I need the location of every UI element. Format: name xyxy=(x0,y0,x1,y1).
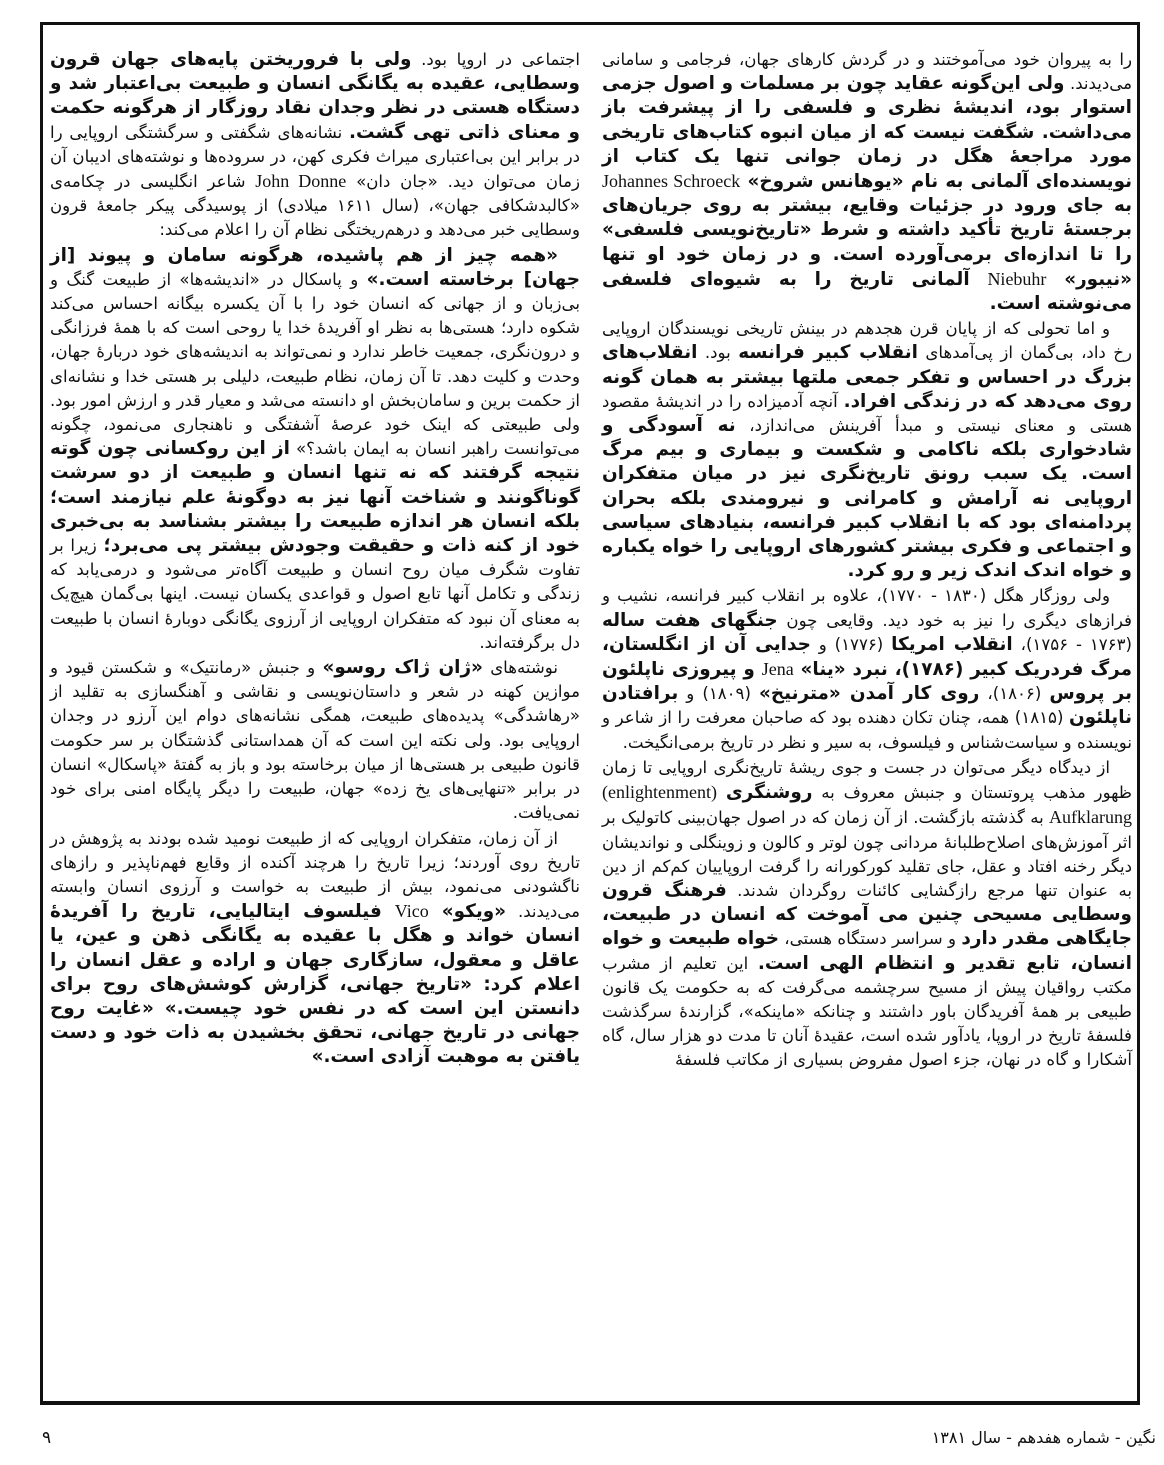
article-columns xyxy=(44,48,1134,1378)
paragraph xyxy=(602,317,1132,583)
text-run: این تعلیم از مشرب مکتب رواقیان پیش از مسیح سرچشمه می‌گرفت که به حکومت یک قانون طبیعی بر همهٔ آفریدگان باور داشتند و چنانکه «ماینکه»، گزارندهٔ سرگذشت فلسفهٔ تاریخ در اروپا، یادآور شده است، عقیدهٔ آنان تا مدت دو هزار سال، گاه آشکارا و گاه در نهان، جزء اصول مفروض بسیاری از مکاتب فلسفهٔ xyxy=(602,953,1132,1070)
text-run: نشانه‌های شگفتی و سرگشتگی اروپایی را در برابر این بی‌اعتباری میراث فکری کهن، در سروده‌ها و نوشته‌های ادیبان آن زمان می‌توان دید. «جان دان» xyxy=(50,122,580,192)
bold-text-run: «ویکو» xyxy=(428,901,507,923)
text-run: بود. xyxy=(697,343,739,363)
bold-text-run: انقلاب امریکا xyxy=(891,633,1013,655)
paragraph xyxy=(50,656,580,825)
bold-text-run: آلمانی تاریخ را به شیوه‌ای فلسفی می‌نوشته است. xyxy=(602,268,1132,315)
text-run: از دیدگاه دیگر می‌توان در جست و جوی ریشهٔ تاریخ‌نگری اروپایی تا زمان ظهور مذهب پروتستان و جنبش معروف به xyxy=(602,757,1133,803)
latin-text-run: John Donne xyxy=(255,171,347,192)
text-run xyxy=(717,783,726,802)
text-run: (۱۸۱۵) همه، چنان تکان دهنده بود که صاحبان معرفت را از شاعر و نویسنده و سیاست‌شناس و فیلسوف، به سیر و نظر در تاریخ برمی‌انگیخت. xyxy=(602,708,1132,752)
bold-text-run: برافتادن ناپلئون xyxy=(602,683,1133,729)
text-run: را به پیروان خود می‌آموختند و در گردش کارهای جهان، فرجامی و سامانی می‌دیدند. xyxy=(602,50,1132,94)
latin-text-run: Johannes Schroeck xyxy=(602,171,741,192)
latin-text-run: Vico xyxy=(394,901,429,922)
latin-text-run: Jena xyxy=(761,659,794,680)
text-run: اجتماعی در اروپا بود. xyxy=(411,50,580,69)
paragraph xyxy=(602,756,1132,1073)
paragraph xyxy=(602,584,1132,754)
paragraph xyxy=(50,244,580,655)
bold-text-run: فرهنگ قرون وسطایی مسیحی چنین می آموخت که انسان در طبیعت، جایگاهی مقدر دارد xyxy=(602,879,1133,950)
text-run: (۱۷۶۳ - ۱۷۵۶)، xyxy=(1012,634,1132,654)
bold-text-run: فیلسوف ایتالیایی، تاریخ را آفریدهٔ انسان خواند و هگل با عقیده به یگانگی ذهن و عین، یا عاقل و معقول، سازگاری جهان و اراده و عقل انسان را اعلام کرد: «تاریخ جهانی، گزارش کوشش‌های روح برای دانستن این است که در نفس خود چیست.» «غایت روح جهانی در تاریخ جهانی، تحقق بخشیدن به ذات خود و دست یافتن به موهبت آزادی است.» xyxy=(50,901,580,1068)
page-footer xyxy=(0,1428,1164,1458)
text-run: (۱۸۰۶)، xyxy=(979,684,1050,704)
bold-text-run: «همه چیز از هم پاشیده، هرگونه سامان و پیوند [از جهان] برخاسته است.» xyxy=(50,244,580,290)
text-run: نوشته‌های xyxy=(482,658,558,678)
bold-text-run: و پیروزی ناپلئون بر پروس xyxy=(602,659,1133,705)
text-run: (۱۸۰۹) و xyxy=(678,684,759,704)
paragraph xyxy=(50,48,580,243)
bold-text-run: از این روکسانی چون گوته نتیجه گرفتند که نه تنها انسان و طبیعت از دو سرشت گوناگونند و شناخت آنها نیز به دوگونهٔ علم نیازمند است؛ بلکه انسان هر اندازه طبیعت را بیشتر بشناسد به بی‌خبری خود از کنه ذات و حقیقت وجودش بیشتر پی می‌برد؛ xyxy=(50,438,580,557)
text-run: (۱۷۷۶) و xyxy=(810,634,892,654)
text-run: به گذشته بازگشت. از آن زمان که در اصول جهان‌بینی کاتولیک بر اثر آموزش‌های اصلاح‌طلبانهٔ مردانی چون لوتر و کالون و زوینگلی و نواندیشان دیگر رخنه افتاد و عقل، جای تقلید کورکورانه را گرفت اروپاییان کم‌کم از دین به عنوان تنها مرجع رازگشایی کائنات روگردان شدند. xyxy=(602,808,1132,900)
text-run: ولی روزگار هگل (۱۸۳۰ - ۱۷۷۰)، علاوه بر انقلاب کبیر فرانسه، نشیب و فرازهای دیگری را نیز به خود دید. وقایعی چون xyxy=(602,586,1132,630)
text-run: از آن زمان، متفکران اروپایی که از طبیعت نومید شده بودند به پژوهش در تاریخ روی آوردند؛ زیرا تاریخ را هرچند آکنده از وقایع فهم‌ناپذیر و رازهای ناگشودنی می‌نمود، بیش از طبیعت به خواست و آرزوی انسان وابسته می‌دیدند. xyxy=(50,828,580,922)
bold-text-run: نه آسودگی و شادخواری بلکه ناکامی و شکست و بیماری و بیم مرگ است. یک سبب رونق تاریخ‌نگری نیز در میان متفکران اروپایی نه آرامش و کامرانی و نیرومندی بلکه بحران پردامنه‌ای بود که با انقلاب کبیر فرانسه، بنیادهای سیاسی و اجتماعی و فکری بیشتر کشورهای اروپایی را خواه یکباره و خواه اندک اندک زیر و رو کرد. xyxy=(602,415,1132,582)
bold-text-run: انقلاب‌های بزرگ در احساس و تفکر جمعی ملتها بیشتر به همان گونه روی می‌دهد که در زندگی افراد. xyxy=(602,342,1132,412)
bold-text-run: روشنگری xyxy=(725,782,813,804)
left-column xyxy=(50,48,580,1378)
latin-text-run: Niebuhr xyxy=(987,268,1047,289)
bold-text-run: روی کار آمدن «مترنیخ» xyxy=(758,683,980,705)
bold-text-run: ولی این‌گونه عقاید چون بر مسلمات و اصول جزمی استوار بود، اندیشهٔ نظری و فلسفی را از پیشرفت باز می‌داشت. شگفت نیست که از میان انبوه کتاب‌های تاریخی مورد مراجعهٔ هگل در زمان جوانی تنها یک کتاب از نویسنده‌ای آلمانی به نام «یوهانس شروخ» xyxy=(602,73,1133,193)
bold-text-run: «ژان ژاک روسو» xyxy=(322,657,483,679)
bold-text-run: انقلاب کبیر فرانسه xyxy=(738,342,918,364)
text-run: و اما تحولی که از پایان قرن هجدهم در بینش تاریخی نویسندگان اروپایی رخ داد، بی‌گمان از پی‌آمدهای xyxy=(602,319,1133,363)
text-run: شاعر انگلیسی در چکامه‌ی «کالبدشکافی جهان»، (سال ۱۶۱۱ میلادی) از پوسیدگی پیکر جامعهٔ قرون وسطایی خبر می‌دهد و درهم‌ریختگی نظام آن را اعلام می‌کند: xyxy=(50,172,580,240)
bold-text-run: جدایی آن از انگلستان، مرگ فردریک کبیر (۱۷۸۶)، نبرد «ینا» xyxy=(602,633,1132,681)
text-run: زیرا بر تفاوت شگرف میان روح انسان و طبیعت آگاه‌تر می‌شود و درمی‌یابد که زندگی و تکامل آنها تابع اصول و قواعدی یکسان نیست. اینها بی‌گمان هیچ‌یک به معنای آن نبود که متفکران اروپایی از آرزوی یگانگی دوبارهٔ انسان با طبیعت دل برگرفته‌اند. xyxy=(50,536,580,652)
text-run: آنچه آدمیزاده را در اندیشهٔ مقصود هستی و معنای نیستی و مبدأ آفرینش می‌اندازد، xyxy=(602,391,1132,436)
bold-text-run: جنگهای هفت ساله xyxy=(602,609,778,631)
paragraph xyxy=(50,827,580,1070)
text-run: و پاسکال در «اندیشه‌ها» از طبیعت گنگ و بی‌زبان و از جهانی که انسان خود را با آن یکسره بیگانه احساس می‌کند شکوه دارد؛ هستی‌ها به نظر او آفریدهٔ خدا یا روحی است که با همهٔ فرزانگی و درون‌نگری، جمعیت خاطر ندارد و نمی‌تواند به اندیشه‌های خود دربارهٔ جهان، وحدت و کلیت دهد. تا آن زمان، نظام طبیعت، دلیلی بر هستی خدا و نشانه‌ای از حکمت برین و سامان‌بخش او دانسته می‌شد و معیار قدر و ارزش امور بود. ولی طبیعتی که اینک خود عرصهٔ آشفتگی و ناهنجاری می‌نمود، چگونه می‌توانست راهبر انسان به ایمان باشد؟» xyxy=(50,269,580,459)
publication-info: نگین - شماره هفدهم - سال ۱۳۸۱ xyxy=(931,1428,1156,1447)
bold-text-run: خواه طبیعت و خواه انسان، تابع تقدیر و انتظام الهی است. xyxy=(602,928,1132,974)
page-number: ۹ xyxy=(42,1428,52,1448)
bold-text-run: به جای ورود در جزئیات وقایع، بیشتر به روی جریان‌های برجستهٔ تاریخ تأکید داشته و شرط «تاریخ‌نویسی فلسفی» را تا اندازه‌ای برمی‌آورده است. و در زمان خود او تنها «نیبور» xyxy=(602,195,1133,290)
text-run: و سراسر دستگاه هستی، xyxy=(778,929,962,949)
right-column xyxy=(602,48,1132,1378)
paragraph xyxy=(602,48,1132,316)
text-run: و جنبش «رمانتیک» و شکستن قیود و موازین کهنه در شعر و داستان‌نویسی و نقاشی و آهنگسازی به تقلید از «رهاشدگی» پدیده‌های طبیعت، همگی نشانه‌های دوام این آرزو در وجدان اروپایی بود. ولی نکته این است که آن همداستانی گذشتگان بر سر حکومت قانون طبیعی بر هستی‌ها از میان برخاسته بود و باز به گفتهٔ «پاسکال» انسان در برابر «تنهایی‌های یخ زده» جهان، طبیعت را دیگر پایگاه امنی برای خود نمی‌یافت. xyxy=(50,658,580,823)
latin-text-run: (enlightenment) Aufklarung xyxy=(602,782,1132,828)
bold-text-run: ولی با فروریختن پایه‌های جهان قرون وسطایی، عقیده به یگانگی انسان و طبیعت بی‌اعتبار شد و دستگاه هستی در نظر وجدان نقاد روزگار از هرگونه حکمت و معنای ذاتی تهی گشت. xyxy=(50,49,580,143)
